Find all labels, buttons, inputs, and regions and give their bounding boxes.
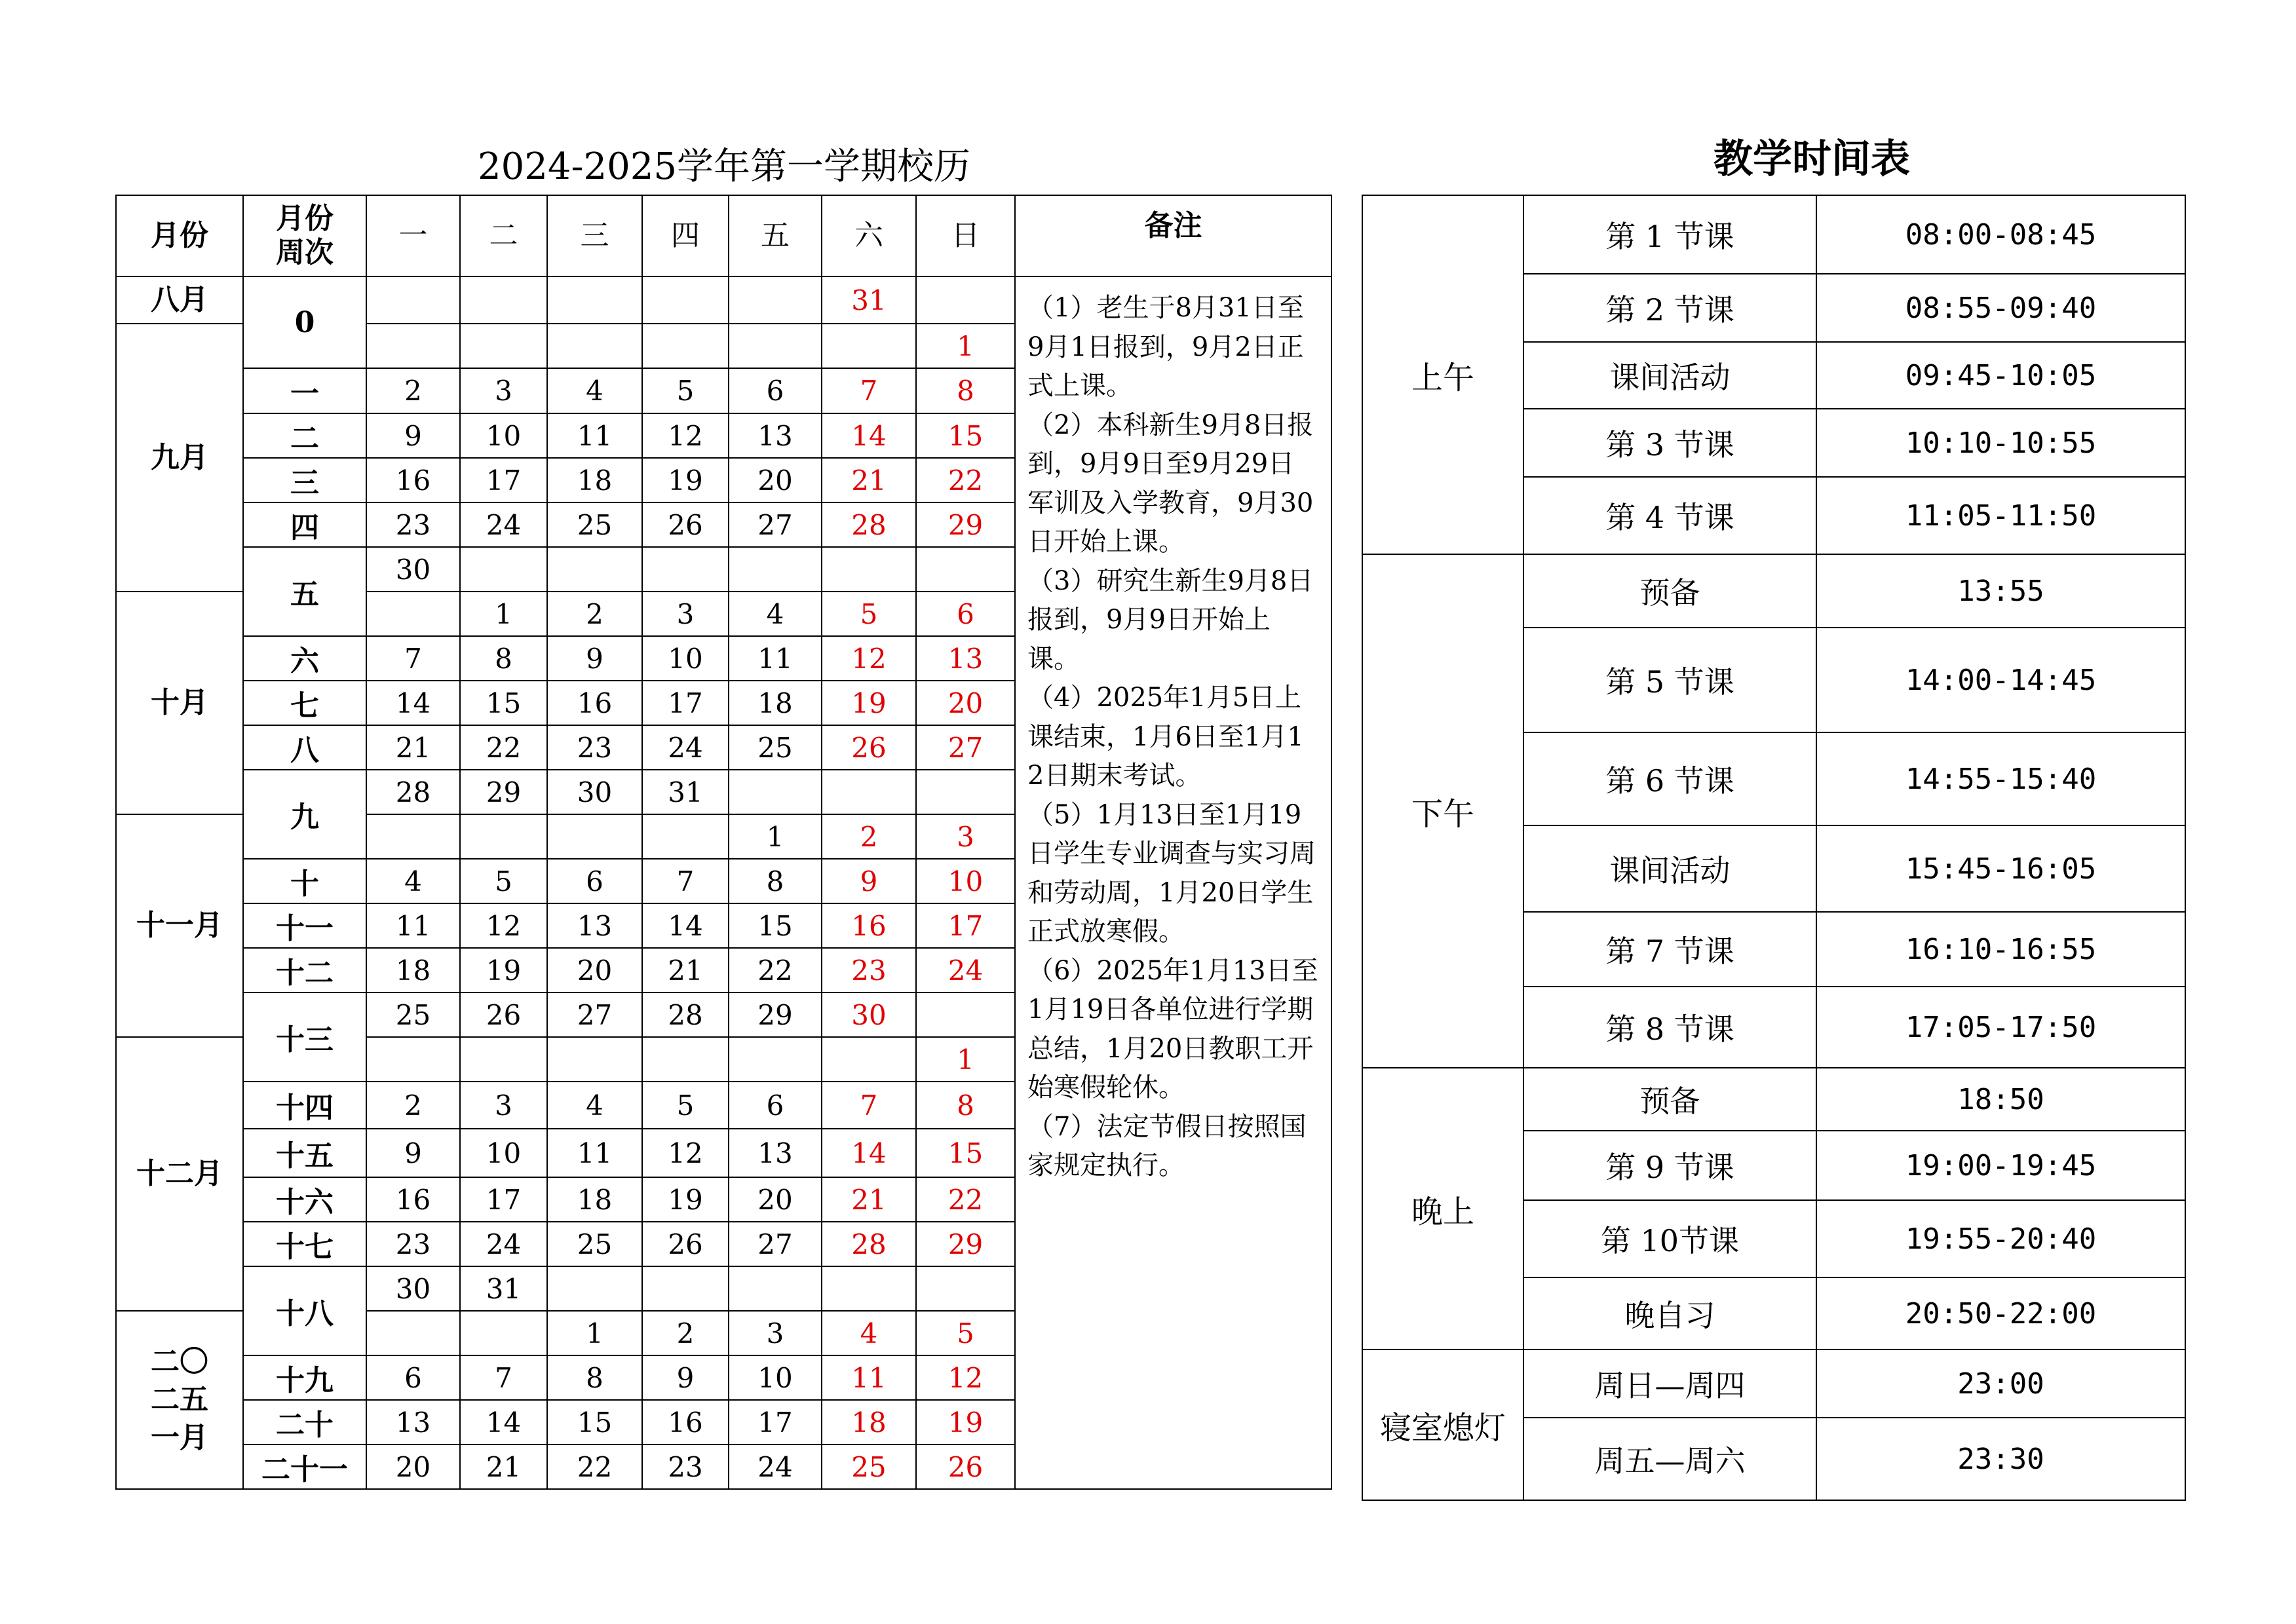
day-cell: 26 [642,502,729,547]
week-number: 一 [243,368,366,413]
schedule-row [1362,195,2185,274]
day-cell: 10 [916,859,1015,903]
day-cell: 19 [642,1177,729,1222]
day-cell: 27 [547,992,642,1037]
remark-item: （7）法定节假日按照国家规定执行。 [1027,1111,1307,1180]
day-cell: 22 [916,1177,1015,1222]
empty-day-cell [642,547,729,592]
empty-day-cell [822,770,916,814]
day-cell: 7 [366,636,460,681]
day-cell: 11 [822,1355,916,1400]
day-cell: 19 [916,1400,1015,1445]
day-cell: 24 [642,725,729,770]
day-cell: 6 [547,859,642,903]
week-number: 十三 [243,992,366,1082]
day-cell: 31 [822,276,916,324]
day-cell: 17 [642,681,729,725]
day-cell: 20 [366,1445,460,1489]
day-cell: 21 [822,458,916,502]
empty-day-cell [642,1266,729,1311]
empty-day-cell [729,547,822,592]
schedule-item-time: 10:10-10:55 [1816,409,2185,477]
day-cell: 17 [460,458,547,502]
week-number: 二十 [243,1400,366,1445]
day-cell: 5 [642,1082,729,1129]
day-cell: 27 [729,1222,822,1266]
schedule-item-name: 第 3 节课 [1523,409,1816,477]
empty-day-cell [547,547,642,592]
day-cell: 1 [916,324,1015,368]
day-cell: 24 [916,948,1015,992]
day-cell: 20 [729,1177,822,1222]
day-cell: 31 [642,770,729,814]
day-cell: 21 [822,1177,916,1222]
day-cell: 12 [642,1129,729,1177]
empty-day-cell [366,324,460,368]
day-cell: 21 [460,1445,547,1489]
week-number: 十五 [243,1129,366,1177]
day-cell: 7 [642,859,729,903]
day-cell: 8 [547,1355,642,1400]
day-cell: 14 [642,903,729,948]
week-number: 十九 [243,1355,366,1400]
schedule-row [1362,554,2185,628]
day-cell: 5 [460,859,547,903]
empty-day-cell [460,547,547,592]
schedule-item-time: 15:45-16:05 [1816,825,2185,912]
teaching-schedule-table [1362,195,2186,1501]
header-day: 二 [460,195,547,276]
header-remarks: 备注 [1015,195,1331,276]
month-label: 二〇 二五 一月 [116,1311,243,1489]
schedule-item-name: 第 9 节课 [1523,1131,1816,1200]
day-cell: 28 [822,502,916,547]
schedule-item-name: 预备 [1523,554,1816,628]
week-number: 十四 [243,1082,366,1129]
day-cell: 25 [366,992,460,1037]
day-cell: 14 [460,1400,547,1445]
empty-day-cell [366,1037,460,1082]
schedule-item-time: 19:55-20:40 [1816,1200,2185,1277]
week-number: 十七 [243,1222,366,1266]
day-cell: 11 [366,903,460,948]
empty-day-cell [547,1266,642,1311]
remark-item: （1）老生于8月31日至9月1日报到，9月2日正式上课。 [1027,293,1304,401]
schedule-group-label: 晚上 [1362,1068,1523,1350]
day-cell: 25 [822,1445,916,1489]
empty-day-cell [729,324,822,368]
schedule-item-name: 第 2 节课 [1523,274,1816,342]
empty-day-cell [729,276,822,324]
empty-day-cell [642,814,729,859]
day-cell: 30 [366,547,460,592]
remarks-cell [1015,276,1331,1489]
empty-day-cell [916,547,1015,592]
header-month: 月份 [116,195,243,276]
day-cell: 5 [822,592,916,636]
remark-item: （6）2025年1月13日至1月19日各单位进行学期总结，1月20日教职工开始寒假轮休。 [1027,955,1318,1103]
day-cell: 13 [916,636,1015,681]
day-cell: 15 [729,903,822,948]
day-cell: 9 [366,1129,460,1177]
day-cell: 22 [916,458,1015,502]
day-cell: 19 [822,681,916,725]
schedule-item-time: 23:00 [1816,1350,2185,1418]
schedule-item-time: 17:05-17:50 [1816,987,2185,1068]
schedule-item-name: 预备 [1523,1068,1816,1131]
day-cell: 1 [460,592,547,636]
remark-item: （4）2025年1月5日上课结束，1月6日至1月12日期末考试。 [1027,683,1304,791]
day-cell: 13 [729,1129,822,1177]
schedule-item-name: 周五—周六 [1523,1418,1816,1500]
day-cell: 13 [366,1400,460,1445]
empty-day-cell [916,770,1015,814]
schedule-item-name: 周日—周四 [1523,1350,1816,1418]
schedule-title: 教学时间表 [1713,136,1910,182]
day-cell: 2 [366,1082,460,1129]
day-cell: 27 [916,725,1015,770]
month-label: 八月 [116,276,243,324]
day-cell: 9 [547,636,642,681]
empty-day-cell [916,276,1015,324]
schedule-group-label: 上午 [1362,195,1523,554]
day-cell: 25 [547,502,642,547]
month-label: 十一月 [116,814,243,1037]
day-cell: 19 [642,458,729,502]
day-cell: 4 [547,1082,642,1129]
day-cell: 10 [460,1129,547,1177]
week-number: 十二 [243,948,366,992]
empty-day-cell [460,324,547,368]
schedule-item-time: 08:00-08:45 [1816,195,2185,274]
schedule-item-name: 课间活动 [1523,342,1816,409]
day-cell: 27 [729,502,822,547]
day-cell: 29 [916,1222,1015,1266]
day-cell: 1 [916,1037,1015,1082]
week-number: 三 [243,458,366,502]
day-cell: 10 [642,636,729,681]
day-cell: 23 [547,725,642,770]
day-cell: 16 [822,903,916,948]
day-cell: 12 [642,413,729,458]
day-cell: 20 [916,681,1015,725]
day-cell: 6 [729,368,822,413]
week-number: 二 [243,413,366,458]
schedule-item-name: 第 1 节课 [1523,195,1816,274]
day-cell: 18 [547,458,642,502]
day-cell: 14 [366,681,460,725]
day-cell: 19 [460,948,547,992]
empty-day-cell [916,992,1015,1037]
remark-item: （5）1月13日至1月19日学生专业调查与实习周和劳动周，1月20日学生正式放寒假。 [1027,799,1316,947]
calendar-title: 2024-2025学年第一学期校历 [478,145,970,188]
day-cell: 25 [729,725,822,770]
day-cell: 30 [547,770,642,814]
day-cell: 24 [460,502,547,547]
month-label: 十二月 [116,1037,243,1311]
day-cell: 15 [916,413,1015,458]
day-cell: 29 [460,770,547,814]
day-cell: 14 [822,1129,916,1177]
day-cell: 3 [460,368,547,413]
day-cell: 20 [547,948,642,992]
schedule-item-time: 11:05-11:50 [1816,477,2185,554]
week-number: 十 [243,859,366,903]
day-cell: 12 [822,636,916,681]
day-cell: 22 [460,725,547,770]
day-cell: 15 [916,1129,1015,1177]
empty-day-cell [729,1266,822,1311]
day-cell: 9 [822,859,916,903]
day-cell: 4 [822,1311,916,1355]
week-number: 十八 [243,1266,366,1355]
day-cell: 23 [366,1222,460,1266]
day-cell: 1 [729,814,822,859]
day-cell: 15 [547,1400,642,1445]
day-cell: 15 [460,681,547,725]
empty-day-cell [642,1037,729,1082]
month-label: 九月 [116,324,243,592]
week-number: 二十一 [243,1445,366,1489]
header-day: 一 [366,195,460,276]
empty-day-cell [366,592,460,636]
day-cell: 22 [547,1445,642,1489]
empty-day-cell [547,324,642,368]
schedule-item-name: 第 8 节课 [1523,987,1816,1068]
schedule-row [1362,1068,2185,1131]
empty-day-cell [366,814,460,859]
schedule-item-name: 晚自习 [1523,1277,1816,1350]
schedule-item-name: 第 6 节课 [1523,732,1816,825]
empty-day-cell [822,1266,916,1311]
day-cell: 7 [822,368,916,413]
day-cell: 26 [460,992,547,1037]
schedule-item-time: 18:50 [1816,1068,2185,1131]
day-cell: 26 [916,1445,1015,1489]
schedule-item-time: 23:30 [1816,1418,2185,1500]
day-cell: 21 [642,948,729,992]
day-cell: 16 [366,1177,460,1222]
remark-item: （2）本科新生9月8日报到，9月9日至9月29日军训及入学教育，9月30日开始上课。 [1027,409,1314,557]
empty-day-cell [729,770,822,814]
day-cell: 16 [642,1400,729,1445]
day-cell: 28 [642,992,729,1037]
day-cell: 20 [729,458,822,502]
day-cell: 11 [547,1129,642,1177]
empty-day-cell [822,547,916,592]
day-cell: 8 [460,636,547,681]
header-day: 三 [547,195,642,276]
empty-day-cell [916,1266,1015,1311]
schedule-item-name: 第 10节课 [1523,1200,1816,1277]
schedule-item-time: 20:50-22:00 [1816,1277,2185,1350]
day-cell: 31 [460,1266,547,1311]
empty-day-cell [460,1037,547,1082]
empty-day-cell [547,1037,642,1082]
day-cell: 17 [460,1177,547,1222]
day-cell: 6 [366,1355,460,1400]
empty-day-cell [547,814,642,859]
day-cell: 23 [366,502,460,547]
header-day: 六 [822,195,916,276]
day-cell: 6 [729,1082,822,1129]
day-cell: 3 [642,592,729,636]
empty-day-cell [642,276,729,324]
day-cell: 18 [822,1400,916,1445]
day-cell: 3 [729,1311,822,1355]
day-cell: 6 [916,592,1015,636]
day-cell: 16 [547,681,642,725]
day-cell: 14 [822,413,916,458]
schedule-item-name: 第 5 节课 [1523,628,1816,732]
schedule-group-label: 下午 [1362,554,1523,1068]
schedule-item-name: 课间活动 [1523,825,1816,912]
week-number: 0 [243,276,366,368]
day-cell: 11 [547,413,642,458]
month-label: 十月 [116,592,243,814]
week-number: 五 [243,547,366,636]
day-cell: 16 [366,458,460,502]
day-cell: 2 [366,368,460,413]
schedule-item-time: 09:45-10:05 [1816,342,2185,409]
day-cell: 28 [366,770,460,814]
day-cell: 26 [642,1222,729,1266]
week-number: 七 [243,681,366,725]
empty-day-cell [547,276,642,324]
schedule-item-time: 14:55-15:40 [1816,732,2185,825]
empty-day-cell [366,276,460,324]
empty-day-cell [729,1037,822,1082]
day-cell: 25 [547,1222,642,1266]
day-cell: 24 [729,1445,822,1489]
day-cell: 5 [916,1311,1015,1355]
day-cell: 7 [460,1355,547,1400]
day-cell: 4 [547,368,642,413]
schedule-item-time: 14:00-14:45 [1816,628,2185,732]
day-cell: 1 [547,1311,642,1355]
day-cell: 17 [916,903,1015,948]
day-cell: 21 [366,725,460,770]
week-number: 六 [243,636,366,681]
day-cell: 18 [547,1177,642,1222]
day-cell: 8 [916,1082,1015,1129]
day-cell: 13 [729,413,822,458]
header-day: 五 [729,195,822,276]
empty-day-cell [460,1311,547,1355]
day-cell: 8 [916,368,1015,413]
day-cell: 23 [822,948,916,992]
day-cell: 7 [822,1082,916,1129]
day-cell: 13 [547,903,642,948]
schedule-item-time: 19:00-19:45 [1816,1131,2185,1200]
day-cell: 17 [729,1400,822,1445]
week-number: 十一 [243,903,366,948]
empty-day-cell [460,276,547,324]
header-day: 四 [642,195,729,276]
day-cell: 12 [460,903,547,948]
day-cell: 18 [729,681,822,725]
day-cell: 5 [642,368,729,413]
day-cell: 2 [547,592,642,636]
day-cell: 12 [916,1355,1015,1400]
remark-item: （3）研究生新生9月8日报到，9月9日开始上课。 [1027,565,1314,674]
day-cell: 28 [822,1222,916,1266]
week-number: 四 [243,502,366,547]
header-week: 月份 周次 [243,195,366,276]
empty-day-cell [822,324,916,368]
empty-day-cell [366,1311,460,1355]
schedule-row [1362,1350,2185,1418]
day-cell: 2 [642,1311,729,1355]
day-cell: 18 [366,948,460,992]
calendar-week-row [116,276,1331,324]
schedule-item-time: 13:55 [1816,554,2185,628]
day-cell: 29 [916,502,1015,547]
day-cell: 30 [822,992,916,1037]
day-cell: 30 [366,1266,460,1311]
schedule-item-name: 第 4 节课 [1523,477,1816,554]
day-cell: 24 [460,1222,547,1266]
day-cell: 4 [366,859,460,903]
schedule-item-time: 16:10-16:55 [1816,912,2185,987]
schedule-item-time: 08:55-09:40 [1816,274,2185,342]
school-calendar-table [115,195,1332,1490]
header-day: 日 [916,195,1015,276]
empty-day-cell [460,814,547,859]
day-cell: 10 [729,1355,822,1400]
day-cell: 9 [642,1355,729,1400]
week-number: 十六 [243,1177,366,1222]
empty-day-cell [642,324,729,368]
week-number: 九 [243,770,366,859]
calendar-header-row [116,195,1331,276]
day-cell: 29 [729,992,822,1037]
day-cell: 23 [642,1445,729,1489]
empty-day-cell [822,1037,916,1082]
day-cell: 11 [729,636,822,681]
day-cell: 8 [729,859,822,903]
day-cell: 9 [366,413,460,458]
day-cell: 4 [729,592,822,636]
day-cell: 22 [729,948,822,992]
day-cell: 26 [822,725,916,770]
day-cell: 3 [916,814,1015,859]
schedule-group-label: 寝室熄灯 [1362,1350,1523,1500]
day-cell: 10 [460,413,547,458]
day-cell: 3 [460,1082,547,1129]
schedule-item-name: 第 7 节课 [1523,912,1816,987]
week-number: 八 [243,725,366,770]
day-cell: 2 [822,814,916,859]
